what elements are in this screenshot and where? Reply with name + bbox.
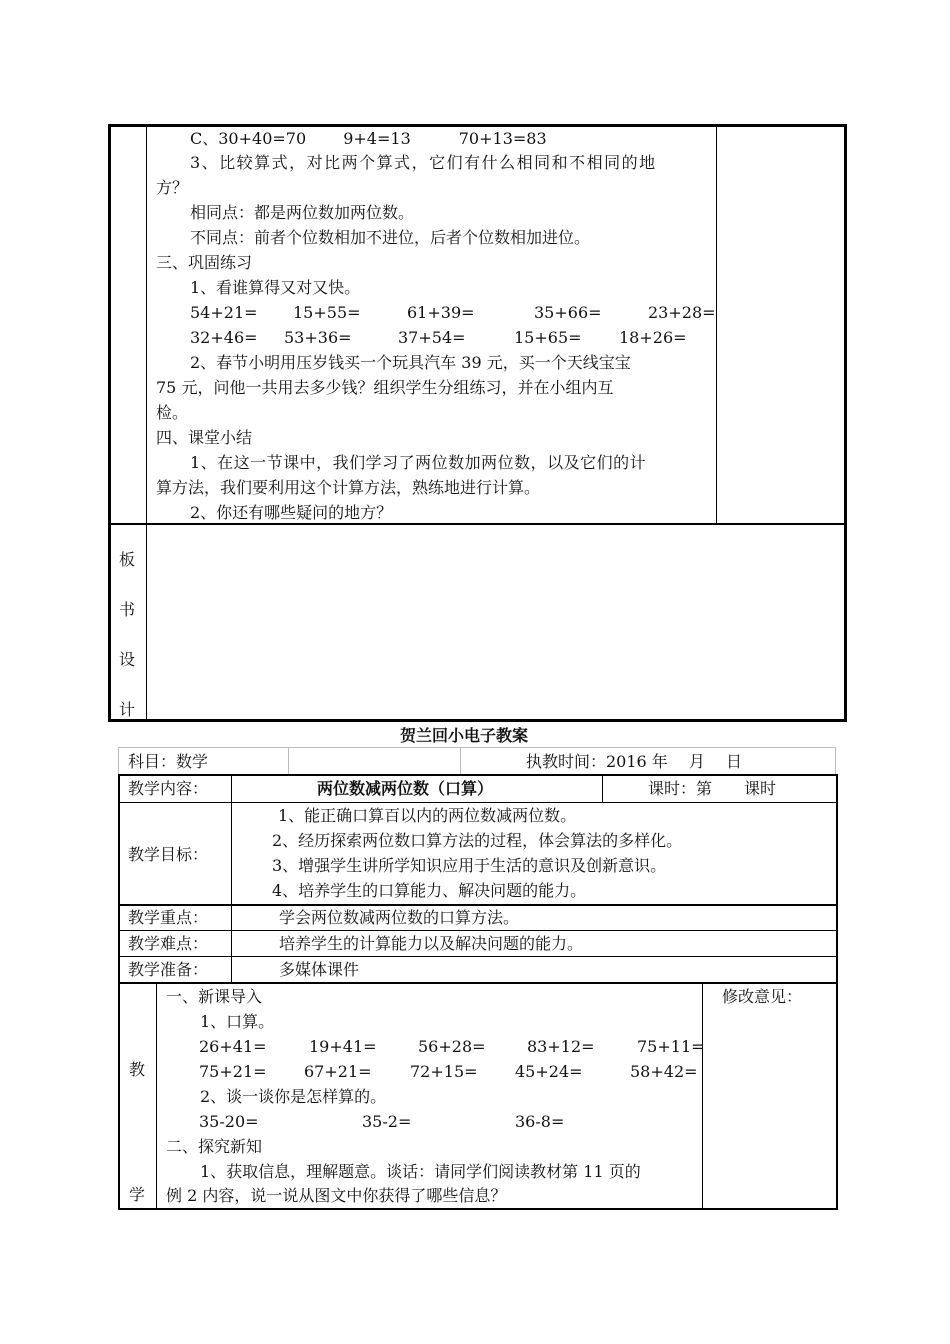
preparation-label: 教学准备：: [128, 960, 209, 979]
text-line: 检。: [156, 403, 189, 422]
text-line: 1、在这一节课中，我们学习了两位数加两位数，以及它们的计: [190, 453, 647, 472]
text-line: 例 2 内容，说一说从图文中你获得了哪些信息？: [166, 1186, 507, 1205]
goal-item: 3、增强学生讲所学知识应用于生活的意识及创新意识。: [272, 856, 667, 875]
exercise-item: 45+24=: [515, 1062, 583, 1081]
exercise-item: 36-8=: [515, 1112, 565, 1131]
text-line: 1、获取信息，理解题意。谈话：请同学们阅读教材第 11 页的: [200, 1162, 641, 1181]
section-heading: 三、巩固练习: [156, 253, 253, 272]
exercise-item: 67+21=: [304, 1062, 372, 1081]
text-line: C、30+40=70 9+4=13 70+13=83: [190, 129, 547, 148]
exercise-item: 35+66=: [534, 303, 602, 322]
teaching-content-value: 两位数减两位数（口算）: [317, 779, 494, 798]
page-title: 贺兰回小电子教案: [400, 726, 529, 745]
exercise-item: 23+28=: [648, 303, 716, 322]
key-point-label: 教学重点：: [128, 908, 209, 927]
exercise-item: 35-20=: [199, 1112, 259, 1131]
teaching-time-field: 执教时间：2016 年 月 日: [526, 752, 742, 771]
text-line: 75 元，问他一共用去多少钱？组织学生分组练习，并在小组内互: [156, 378, 614, 397]
goal-item: 4、培养学生的口算能力、解决问题的能力。: [272, 881, 587, 900]
process-side-label: 学: [129, 1185, 146, 1204]
exercise-item: 37+54=: [398, 328, 466, 347]
text-line: 方？: [156, 178, 189, 197]
key-point-value: 学会两位数减两位数的口算方法。: [279, 908, 520, 927]
board-design-label: 设: [119, 650, 136, 669]
exercise-item: 18+26=: [619, 328, 687, 347]
text-line: 2、谈一谈你是怎样算的。: [200, 1087, 387, 1106]
exercise-item: 75+21=: [199, 1062, 267, 1081]
exercise-item: 15+55=: [293, 303, 361, 322]
exercise-item: 53+36=: [284, 328, 352, 347]
exercise-item: 83+12=: [527, 1037, 595, 1056]
difficulty-value: 培养学生的计算能力以及解决问题的能力。: [279, 934, 584, 953]
process-side-label: 教: [129, 1060, 146, 1079]
text-line: 2、你还有哪些疑问的地方？: [190, 503, 393, 522]
board-design-label: 计: [119, 700, 136, 719]
text-line: 2、春节小明用压岁钱买一个玩具汽车 39 元，买一个天线宝宝: [190, 353, 631, 372]
exercise-item: 54+21=: [190, 303, 258, 322]
exercise-item: 32+46=: [190, 328, 258, 347]
exercise-item: 19+41=: [309, 1037, 377, 1056]
exercise-item: 56+28=: [418, 1037, 486, 1056]
goal-item: 1、能正确口算百以内的两位数减两位数。: [278, 806, 577, 825]
preparation-value: 多媒体课件: [279, 960, 360, 979]
section-heading: 一、新课导入: [166, 987, 263, 1006]
exercise-item: 15+65=: [514, 328, 582, 347]
text-line: 1、口算。: [200, 1012, 275, 1031]
class-period-field: 课时：第 课时: [648, 779, 777, 798]
difficulty-label: 教学难点：: [128, 934, 209, 953]
text-line: 1、看谁算得又对又快。: [190, 278, 361, 297]
subject-field: 科目：数学: [128, 752, 209, 771]
exercise-item: 26+41=: [199, 1037, 267, 1056]
exercise-item: 72+15=: [410, 1062, 478, 1081]
text-line: 不同点：前者个位数相加不进位，后者个位数相加进位。: [190, 228, 591, 247]
teaching-goals-label: 教学目标：: [128, 845, 209, 864]
text-line: 3、比较算式，对比两个算式，它们有什么相同和不相同的地: [190, 153, 657, 172]
exercise-item: 75+11=: [637, 1037, 705, 1056]
text-line: 相同点：都是两位数加两位数。: [190, 203, 415, 222]
section-heading: 二、探究新知: [166, 1137, 263, 1156]
exercise-item: 35-2=: [362, 1112, 412, 1131]
exercise-item: 58+42=: [630, 1062, 698, 1081]
section-heading: 四、课堂小结: [156, 428, 253, 447]
goal-item: 2、经历探索两位数口算方法的过程，体会算法的多样化。: [272, 831, 683, 850]
revision-label: 修改意见：: [722, 987, 803, 1006]
teaching-content-label: 教学内容：: [128, 779, 209, 798]
text-line: 算方法，我们要利用这个计算方法，熟练地进行计算。: [156, 478, 541, 497]
exercise-item: 61+39=: [407, 303, 475, 322]
board-design-label: 书: [119, 600, 136, 619]
board-design-label: 板: [119, 550, 136, 569]
